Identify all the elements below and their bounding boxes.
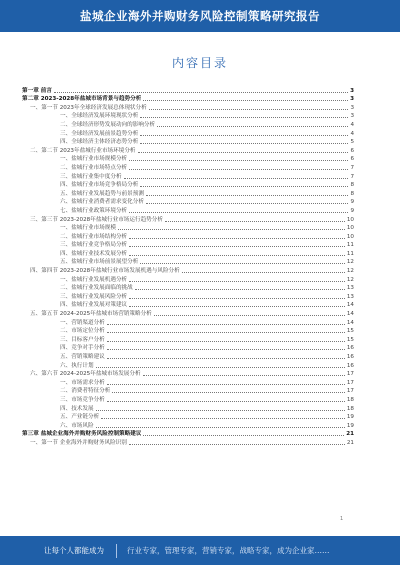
toc-entry-page: 14 [346, 302, 354, 309]
toc-entry[interactable] [22, 215, 354, 224]
toc-entry-title: 一、全球经济发展环境现状分析 [60, 113, 139, 120]
toc-dot-leader [54, 92, 348, 93]
toc-entry[interactable] [22, 318, 354, 327]
toc-dot-leader [140, 117, 348, 118]
toc-entry-title: 四、技术发展 [60, 405, 94, 412]
toc-entry[interactable] [22, 275, 354, 284]
toc-dot-leader [140, 263, 345, 264]
toc-dot-leader [154, 315, 345, 316]
toc-entry[interactable] [22, 284, 354, 293]
toc-entry-page: 15 [346, 328, 354, 335]
toc-dot-leader [107, 358, 345, 359]
toc-entry-title: 二、消费者特征分析 [60, 388, 111, 395]
toc-entry-title: 三、第三节 2023-2028年盐城行业市场运行趋势分析 [30, 216, 163, 223]
toc-dot-leader [129, 246, 345, 247]
toc-entry-title: 二、第二节 2023年盐城行业市场环境分析 [30, 147, 136, 154]
toc-entry[interactable] [22, 163, 354, 172]
toc-entry[interactable] [22, 155, 354, 164]
toc-dot-leader [146, 203, 349, 204]
toc-entry[interactable] [22, 335, 354, 344]
toc-entry[interactable] [22, 241, 354, 250]
toc-entry[interactable] [22, 249, 354, 258]
toc-entry-page: 8 [350, 182, 354, 189]
toc-entry-page: 5 [350, 139, 354, 146]
footer-slogan: 让每个人都能成为 [44, 546, 104, 555]
toc-dot-leader [129, 444, 345, 445]
toc-entry-page: 21 [346, 431, 354, 438]
toc-dot-leader [118, 229, 345, 230]
report-title: 盐城企业海外并购财务风险控制策略研究报告 [80, 9, 320, 23]
toc-entry-page: 13 [346, 285, 354, 292]
toc-entry-title: 四、第四节 2023-2028年盐城行业市场发展机遇与风险分析 [30, 268, 180, 275]
toc-entry-title: 四、盐城行业发展对策建议 [60, 302, 128, 309]
toc-entry-page: 11 [346, 250, 354, 257]
toc-dot-leader [157, 126, 348, 127]
toc-entry-title: 第三章 盐城企业海外并购财务风险控制策略建议 [22, 431, 142, 438]
toc-dot-leader [143, 100, 348, 101]
toc-entry[interactable] [22, 189, 354, 198]
footer-bar [0, 536, 400, 565]
toc-entry-title: 五、盐城行业市场前景展望分析 [60, 259, 139, 266]
toc-entry-page: 4 [350, 130, 354, 137]
toc-entry-page: 19 [346, 414, 354, 421]
toc-entry-title: 三、目标客户分析 [60, 336, 105, 343]
toc-entry-page: 6 [350, 147, 354, 154]
toc-dot-leader [140, 186, 348, 187]
toc-entry-page: 7 [350, 164, 354, 171]
toc-entry-title: 六、第六节 2024-2025年盐城市场发展分析 [30, 371, 141, 378]
toc-entry-title: 一、市场需求分析 [60, 379, 105, 386]
toc-entry[interactable] [22, 378, 354, 387]
toc-dot-leader [107, 349, 345, 350]
toc-dot-leader [165, 221, 345, 222]
toc-dot-leader [107, 324, 345, 325]
toc-entry-title: 六、执行计划 [60, 362, 94, 369]
toc-dot-leader [140, 143, 348, 144]
toc-entry-page: 11 [346, 242, 354, 249]
toc-entry-title: 二、全球经济形势发展动向的影响分析 [60, 121, 156, 128]
toc-entry-title: 三、市场竞争分析 [60, 396, 105, 403]
toc-entry-page: 10 [346, 225, 354, 232]
toc-dot-leader [129, 169, 348, 170]
toc-entry-title: 二、盐城行业市场结构分析 [60, 233, 128, 240]
toc-dot-leader [124, 178, 349, 179]
toc-entry-page: 14 [346, 311, 354, 318]
toc-entry-title: 三、盐城行业集中度分析 [60, 173, 122, 180]
toc-dot-leader [129, 212, 348, 213]
toc-entry-title: 一、营销渠道分析 [60, 319, 105, 326]
toc-entry[interactable] [22, 413, 354, 422]
table-of-contents [22, 86, 354, 447]
toc-dot-leader [129, 160, 348, 161]
toc-entry-page: 3 [350, 104, 354, 111]
toc-entry-title: 六、市场风险 [60, 422, 94, 429]
toc-entry-title: 一、第一节 企业海外并购财务风险识别 [30, 439, 127, 446]
toc-dot-leader [96, 427, 345, 428]
toc-dot-leader [129, 238, 345, 239]
toc-dot-leader [143, 435, 344, 436]
toc-entry[interactable] [22, 198, 354, 207]
toc-entry[interactable] [22, 395, 354, 404]
page-number: 1 [340, 516, 344, 522]
toc-entry-page: 19 [346, 422, 354, 429]
toc-dot-leader [96, 410, 345, 411]
toc-entry[interactable] [22, 404, 354, 413]
toc-entry-title: 第二章 2023-2028年盐城市场背景与趋势分析 [22, 96, 142, 103]
toc-entry-title: 五、产业链分析 [60, 414, 100, 421]
toc-entry-page: 18 [346, 405, 354, 412]
toc-entry-page: 14 [346, 319, 354, 326]
toc-entry-title: 三、盐城行业发展风险分析 [60, 293, 128, 300]
toc-entry-title: 五、盐城行业发展趋势与前景预测 [60, 190, 144, 197]
toc-dot-leader [107, 384, 345, 385]
toc-dot-leader [107, 401, 345, 402]
toc-dot-leader [140, 135, 348, 136]
toc-entry[interactable] [22, 103, 354, 112]
footer-divider [116, 544, 117, 558]
toc-entry[interactable] [22, 232, 354, 241]
toc-entry-title: 五、第五节 2024-2025年盐城市场营销策略分析 [30, 311, 152, 318]
toc-entry[interactable] [22, 292, 354, 301]
toc-dot-leader [107, 332, 345, 333]
toc-dot-leader [96, 367, 345, 368]
toc-entry-title: 二、盐城行业市场特点分析 [60, 164, 128, 171]
toc-entry-title: 二、市场定位分析 [60, 328, 105, 335]
toc-dot-leader [182, 272, 345, 273]
toc-entry[interactable] [22, 86, 354, 95]
footer-tagline: 行业专家，管理专家，营销专家，战略专家，成为企业家…… [127, 546, 330, 555]
toc-entry[interactable] [22, 181, 354, 190]
toc-entry-page: 18 [346, 396, 354, 403]
toc-entry-title: 一、盐城行业市场规模 [60, 225, 116, 232]
toc-entry[interactable] [22, 146, 354, 155]
toc-entry-page: 4 [350, 121, 354, 128]
toc-entry-page: 16 [346, 362, 354, 369]
toc-dot-leader [149, 109, 349, 110]
toc-entry-page: 17 [346, 379, 354, 386]
toc-entry[interactable] [22, 266, 354, 275]
toc-dot-leader [135, 289, 345, 290]
toc-entry[interactable] [22, 301, 354, 310]
toc-entry[interactable] [22, 129, 354, 138]
toc-entry-page: 21 [346, 439, 354, 446]
toc-entry-page: 3 [350, 96, 354, 103]
toc-entry-page: 15 [346, 336, 354, 343]
toc-entry-page: 3 [350, 87, 354, 94]
toc-entry[interactable] [22, 387, 354, 396]
toc-dot-leader [143, 375, 345, 376]
toc-entry-title: 三、盐城行业竞争格局分析 [60, 242, 128, 249]
toc-dot-leader [101, 418, 345, 419]
toc-entry-page: 13 [346, 293, 354, 300]
toc-entry-title: 五、营销策略建议 [60, 354, 105, 360]
toc-dot-leader [146, 195, 349, 196]
toc-entry-title: 四、竞争对手分析 [60, 345, 105, 352]
toc-entry[interactable] [22, 430, 354, 439]
toc-entry-title: 四、全球经济主体经济态势分析 [60, 139, 139, 146]
toc-entry[interactable] [22, 344, 354, 353]
toc-dot-leader [112, 392, 345, 393]
toc-entry-page: 16 [346, 354, 354, 360]
toc-entry-page: 16 [346, 345, 354, 352]
toc-entry[interactable] [22, 112, 354, 121]
toc-entry[interactable] [22, 224, 354, 233]
toc-dot-leader [129, 306, 345, 307]
toc-entry-title: 三、全球经济发展前景趋势分析 [60, 130, 139, 137]
toc-dot-leader [107, 341, 345, 342]
toc-entry[interactable] [22, 120, 354, 129]
toc-dot-leader [129, 298, 345, 299]
toc-entry[interactable] [22, 361, 354, 370]
toc-entry[interactable] [22, 138, 354, 147]
toc-entry-page: 12 [346, 259, 354, 266]
toc-entry[interactable] [22, 206, 354, 215]
toc-entry-page: 17 [346, 388, 354, 395]
toc-entry-page: 8 [350, 190, 354, 197]
toc-entry-title: 四、盐城行业市场竞争格局分析 [60, 182, 139, 189]
toc-entry-title: 四、盐城行业技术发展分析 [60, 250, 128, 257]
toc-entry-page: 3 [350, 113, 354, 120]
toc-entry[interactable] [22, 421, 354, 430]
toc-heading: 内容目录 [171, 56, 228, 70]
toc-entry-page: 10 [346, 233, 354, 240]
toc-entry-title: 七、盐城行业政策环境分析 [60, 207, 128, 214]
toc-entry-page: 12 [346, 268, 354, 275]
toc-entry[interactable] [22, 352, 354, 361]
toc-entry-title: 第一章 前言 [22, 87, 52, 94]
toc-entry[interactable] [22, 327, 354, 336]
toc-entry-page: 10 [346, 216, 354, 223]
toc-entry-title: 一、盐城行业发展机遇分析 [60, 276, 128, 283]
toc-entry-title: 二、盐城行业发展面临的挑战 [60, 285, 133, 292]
toc-entry[interactable] [22, 309, 354, 318]
toc-entry-title: 一、盐城行业市场规模分析 [60, 156, 128, 163]
toc-entry-title: 一、第一节 2023年全球经济发展总体现状分析 [30, 104, 147, 111]
toc-dot-leader [129, 281, 345, 282]
toc-entry[interactable] [22, 95, 354, 104]
header-bar [0, 0, 400, 32]
toc-entry-page: 9 [350, 199, 354, 206]
toc-dot-leader [129, 255, 345, 256]
toc-entry[interactable] [22, 370, 354, 379]
toc-entry[interactable] [22, 258, 354, 267]
toc-entry-page: 6 [350, 156, 354, 163]
toc-entry-title: 六、盐城行业消费者需求变化分析 [60, 199, 144, 206]
toc-entry[interactable] [22, 172, 354, 181]
toc-entry-page: 9 [350, 207, 354, 214]
toc-entry[interactable] [22, 438, 354, 447]
toc-entry-page: 12 [346, 276, 354, 283]
toc-entry-page: 17 [346, 371, 354, 378]
toc-dot-leader [138, 152, 349, 153]
toc-entry-page: 7 [350, 173, 354, 180]
